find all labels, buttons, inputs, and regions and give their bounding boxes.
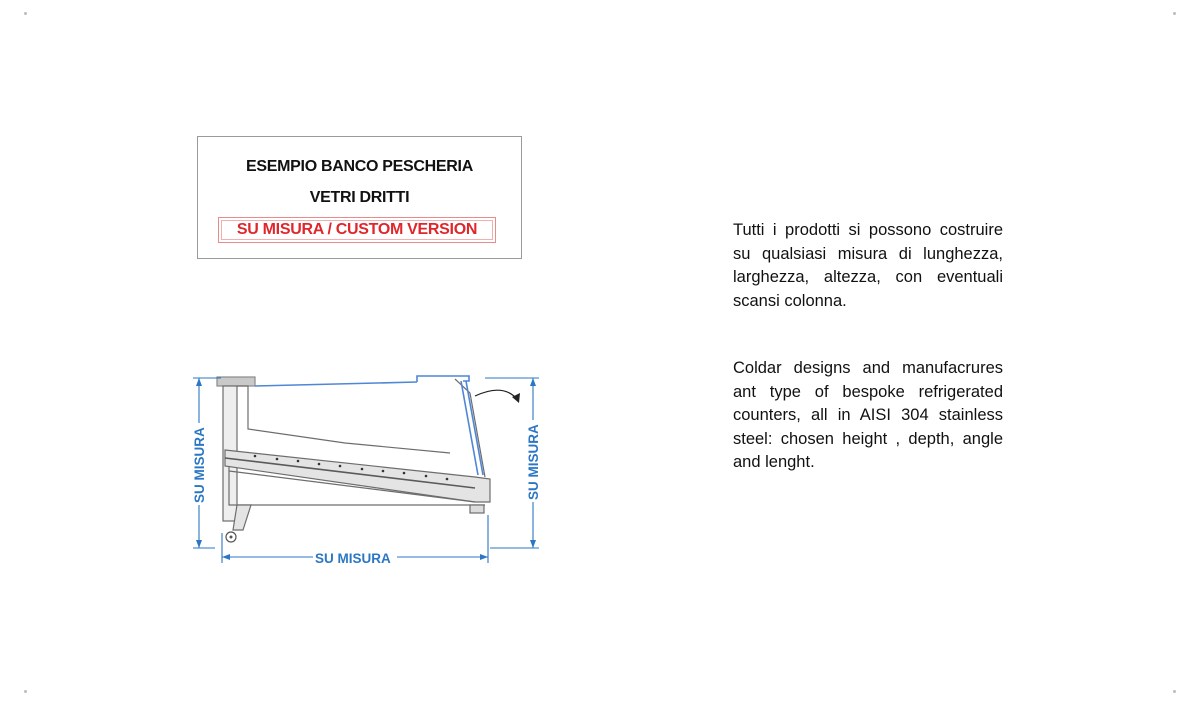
product-subtitle: VETRI DRITTI xyxy=(309,189,410,206)
counter-body xyxy=(217,377,490,542)
corner-mark-bottom-left xyxy=(24,690,27,693)
glass-opening-arrow-icon xyxy=(475,390,520,403)
corner-mark-bottom-right xyxy=(1173,690,1176,693)
custom-version-tag: SU MISURA / CUSTOM VERSION xyxy=(218,217,496,243)
corner-mark-top-left xyxy=(24,12,27,15)
description-italian: Tutti i prodotti si possono costruire su qualsiasi misura di lunghezza, larghezza, altezza, con eventuali scansi colonna. xyxy=(733,221,1003,310)
corner-mark-top-right xyxy=(1173,12,1176,15)
product-title: ESEMPIO BANCO PESCHERIA xyxy=(246,158,473,175)
dimension-label-length: SU MISURA xyxy=(315,551,391,566)
description-english: Coldar designs and manufacrures ant type of bespoke refrigerated counters, all in AISI 304 stainless steel: chosen height , depth, angle and lenght. xyxy=(733,359,1003,471)
dimension-label-height-right: SU MISURA xyxy=(526,424,541,500)
dimension-label-height-left: SU MISURA xyxy=(192,427,207,503)
counter-side-section-diagram xyxy=(185,365,555,575)
product-title-box xyxy=(197,136,522,259)
